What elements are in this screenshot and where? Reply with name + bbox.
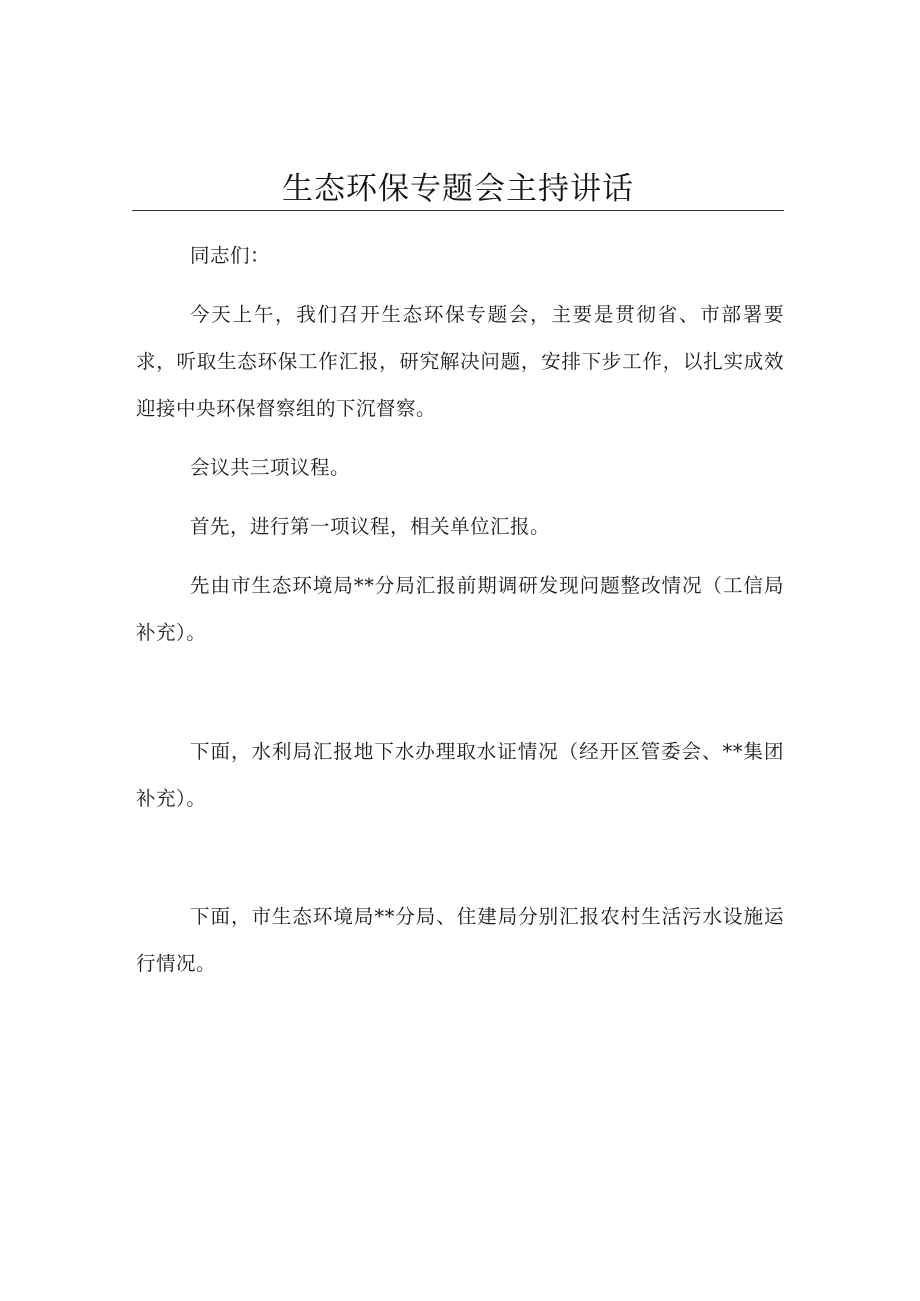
water-bureau-report-paragraph: 下面，水利局汇报地下水办理取水证情况（经开区管委会、**集团补充）。 <box>136 740 784 810</box>
agenda-count-paragraph: 会议共三项议程。 <box>190 456 351 479</box>
opening-paragraph: 今天上午，我们召开生态环保专题会，主要是贯彻省、市部署要求，听取生态环保工作汇报，研究解决问题，安排下步工作，以扎实成效迎接中央环保督察组的下沉督察。 <box>136 303 784 420</box>
ecology-bureau-report-paragraph: 先由市生态环境局**分局汇报前期调研发现问题整改情况（工信局补充）。 <box>136 574 784 644</box>
salutation-paragraph: 同志们： <box>190 244 271 267</box>
first-agenda-paragraph: 首先，进行第一项议程，相关单位汇报。 <box>190 515 551 538</box>
title-underline <box>132 210 784 211</box>
document-title: 生态环保专题会主持讲话 <box>282 171 634 207</box>
rural-sewage-report-paragraph: 下面，市生态环境局**分局、住建局分别汇报农村生活污水设施运行情况。 <box>136 905 784 975</box>
